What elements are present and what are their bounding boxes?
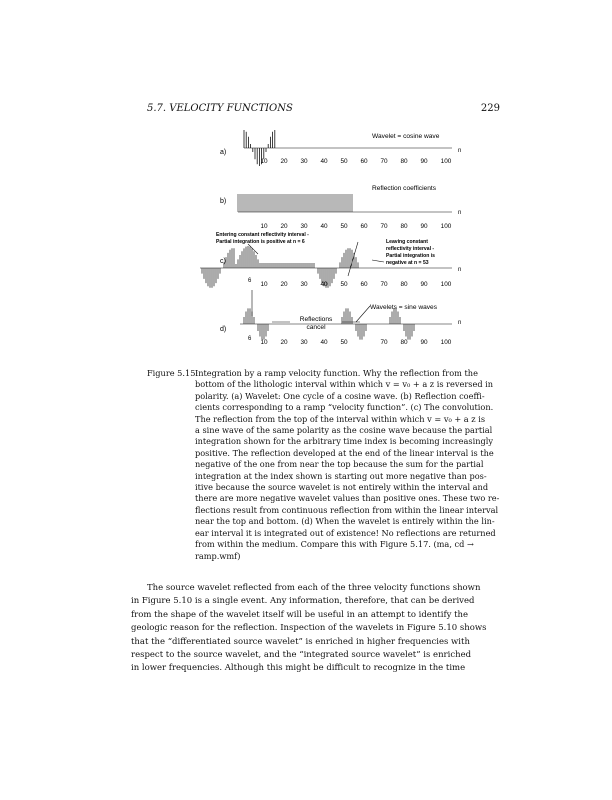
label-leaving-2: reflectivity interval - (386, 246, 435, 252)
tick-c-50: 50 (340, 281, 348, 288)
caption-line: from within the medium. Compare this with Figure 5.17. (ma, cd → (195, 539, 474, 550)
body-paragraph (131, 582, 500, 676)
caption-line: polarity. (a) Wavelet: One cycle of a cosine wave. (b) Reflection coeffi- (195, 390, 485, 401)
label-entering-1: Entering constant reflectivity interval - (216, 232, 309, 238)
tick-b-80: 80 (400, 223, 408, 230)
panel-label-a: a) (220, 149, 227, 156)
axis-n-d: n (458, 320, 462, 326)
axis-n-a: n (458, 148, 462, 154)
caption-line: The reflection from the top of the interval within which v = v₀ + a z is (195, 413, 486, 424)
tick-d-40: 40 (320, 339, 328, 346)
tick-a-40: 40 (320, 158, 328, 165)
tick-d-80: 80 (400, 339, 408, 346)
axis-n-b: n (458, 210, 462, 216)
tick-a-70: 70 (380, 158, 388, 165)
panel-label-d: d) (220, 326, 227, 333)
pointer-entering (248, 244, 258, 254)
pointer-leaving (348, 242, 358, 276)
tick-b-70: 70 (380, 223, 388, 230)
paragraph-line: that the “differentiated source wavelet” is enriched in higher frequencies with (131, 636, 470, 647)
panel-label-c: c) (220, 258, 226, 265)
tick-b-20: 20 (280, 223, 288, 230)
tick-c-80: 80 (400, 281, 408, 288)
label-wavelets-sine: Wavelets = sine waves (370, 304, 438, 311)
panel-label-b: b) (220, 198, 227, 205)
label-wavelet-cosine: Wavelet = cosine wave (372, 133, 440, 140)
caption-line: there are more negative wavelet values than positive ones. These two re- (195, 493, 500, 504)
caption-line: cients corresponding to a ramp “velocity function”. (c) The convolution. (195, 402, 494, 413)
tick-c-60: 60 (360, 281, 368, 288)
tick-d-100: 100 (440, 339, 452, 346)
tick-c-100: 100 (440, 281, 452, 288)
paragraph-line: The source wavelet reflected from each of the three velocity functions shown (147, 583, 481, 593)
paragraph-line: from the shape of the wavelet itself will be useful in an attempt to identify the (131, 609, 469, 620)
tick-a-100: 100 (440, 158, 452, 165)
tick-d-20: 20 (280, 339, 288, 346)
index-six-c: 6 (248, 278, 252, 284)
tick-c-10: 10 (260, 281, 268, 288)
label-leaving-1: Leaving constant (386, 239, 428, 245)
tick-b-10: 10 (260, 223, 268, 230)
axis-n-c: n (458, 267, 462, 273)
tick-a-20: 20 (280, 158, 288, 165)
label-leaving-4: negative at n = 53 (386, 260, 429, 266)
paragraph-line: in lower frequencies. Although this might be difficult to recognize in the time (131, 663, 466, 674)
section-title: 5.7. VELOCITY FUNCTIONS (147, 103, 293, 114)
label-entering-2: Partial integration is positive at n = 6 (216, 239, 305, 245)
tick-a-80: 80 (400, 158, 408, 165)
caption-line: near the top and bottom. (d) When the wavelet is entirely within the lin- (195, 516, 495, 527)
tick-b-30: 30 (300, 223, 308, 230)
tick-b-60: 60 (360, 223, 368, 230)
tick-d-30: 30 (300, 339, 308, 346)
caption-line: bottom of the lithologic interval within which v = v₀ + a z is reversed in (195, 379, 494, 390)
tick-d-50: 50 (340, 339, 348, 346)
tick-d-90: 90 (420, 339, 428, 346)
caption-line: negative of the one from near the top because the sum for the partial (195, 459, 484, 470)
caption-line: integration at the index shown is starting out more negative than pos- (195, 470, 487, 481)
caption-label: Figure 5.15: (147, 368, 199, 378)
figure-5-15 (160, 126, 500, 358)
tick-b-50: 50 (340, 223, 348, 230)
caption-line: ear interval it is integrated out of existence! No reflections are returned (195, 527, 496, 538)
tick-c-30: 30 (300, 281, 308, 288)
tick-b-100: 100 (440, 223, 452, 230)
page-number: 229 (480, 103, 500, 114)
running-header (147, 103, 500, 117)
caption-body (195, 368, 500, 562)
paragraph-line: in Figure 5.10 is a single event. Any information, therefore, that can be derived (131, 596, 475, 607)
tick-c-90: 90 (420, 281, 428, 288)
figure-caption (147, 368, 500, 562)
caption-line: a sine wave of the same polarity as the cosine wave because the partial (195, 425, 493, 436)
tick-d-70: 70 (380, 339, 388, 346)
label-leaving-3: Partial integration is (386, 253, 435, 259)
tick-b-40: 40 (320, 223, 328, 230)
tick-a-60: 60 (360, 158, 368, 165)
caption-line: itive because the source wavelet is not entirely within the interval and (195, 482, 489, 493)
caption-line: positive. The reflection developed at the end of the linear interval is the (195, 447, 494, 458)
caption-line: ramp.wmf) (195, 550, 241, 561)
tick-a-90: 90 (420, 158, 428, 165)
tick-a-10: 10 (260, 158, 268, 165)
caption-line: integration shown for the arbitrary time index is becoming increasingly (195, 436, 493, 447)
index-six-d: 6 (248, 336, 252, 342)
caption-line: flections result from continuous reflection from within the linear interval (195, 504, 499, 515)
paragraph-line: geologic reason for the reflection. Inspection of the wavelets in Figure 5.10 shows (131, 623, 487, 634)
tick-a-30: 30 (300, 158, 308, 165)
tick-d-10: 10 (260, 339, 268, 346)
tick-c-20: 20 (280, 281, 288, 288)
tick-c-70: 70 (380, 281, 388, 288)
pointer-wavelets (356, 306, 370, 322)
paragraph-line: respect to the source wavelet, and the “integrated source wavelet” is enriched (131, 650, 472, 661)
pointer-negative (372, 260, 384, 262)
label-cancel: cancel (306, 324, 326, 331)
label-reflection-coefficients: Reflection coefficients (372, 185, 437, 192)
tick-c-40: 40 (320, 281, 328, 288)
label-reflections: Reflections (299, 316, 333, 323)
tick-b-90: 90 (420, 223, 428, 230)
caption-line: Integration by a ramp velocity function. Why the reflection from the (195, 368, 478, 378)
tick-a-50: 50 (340, 158, 348, 165)
